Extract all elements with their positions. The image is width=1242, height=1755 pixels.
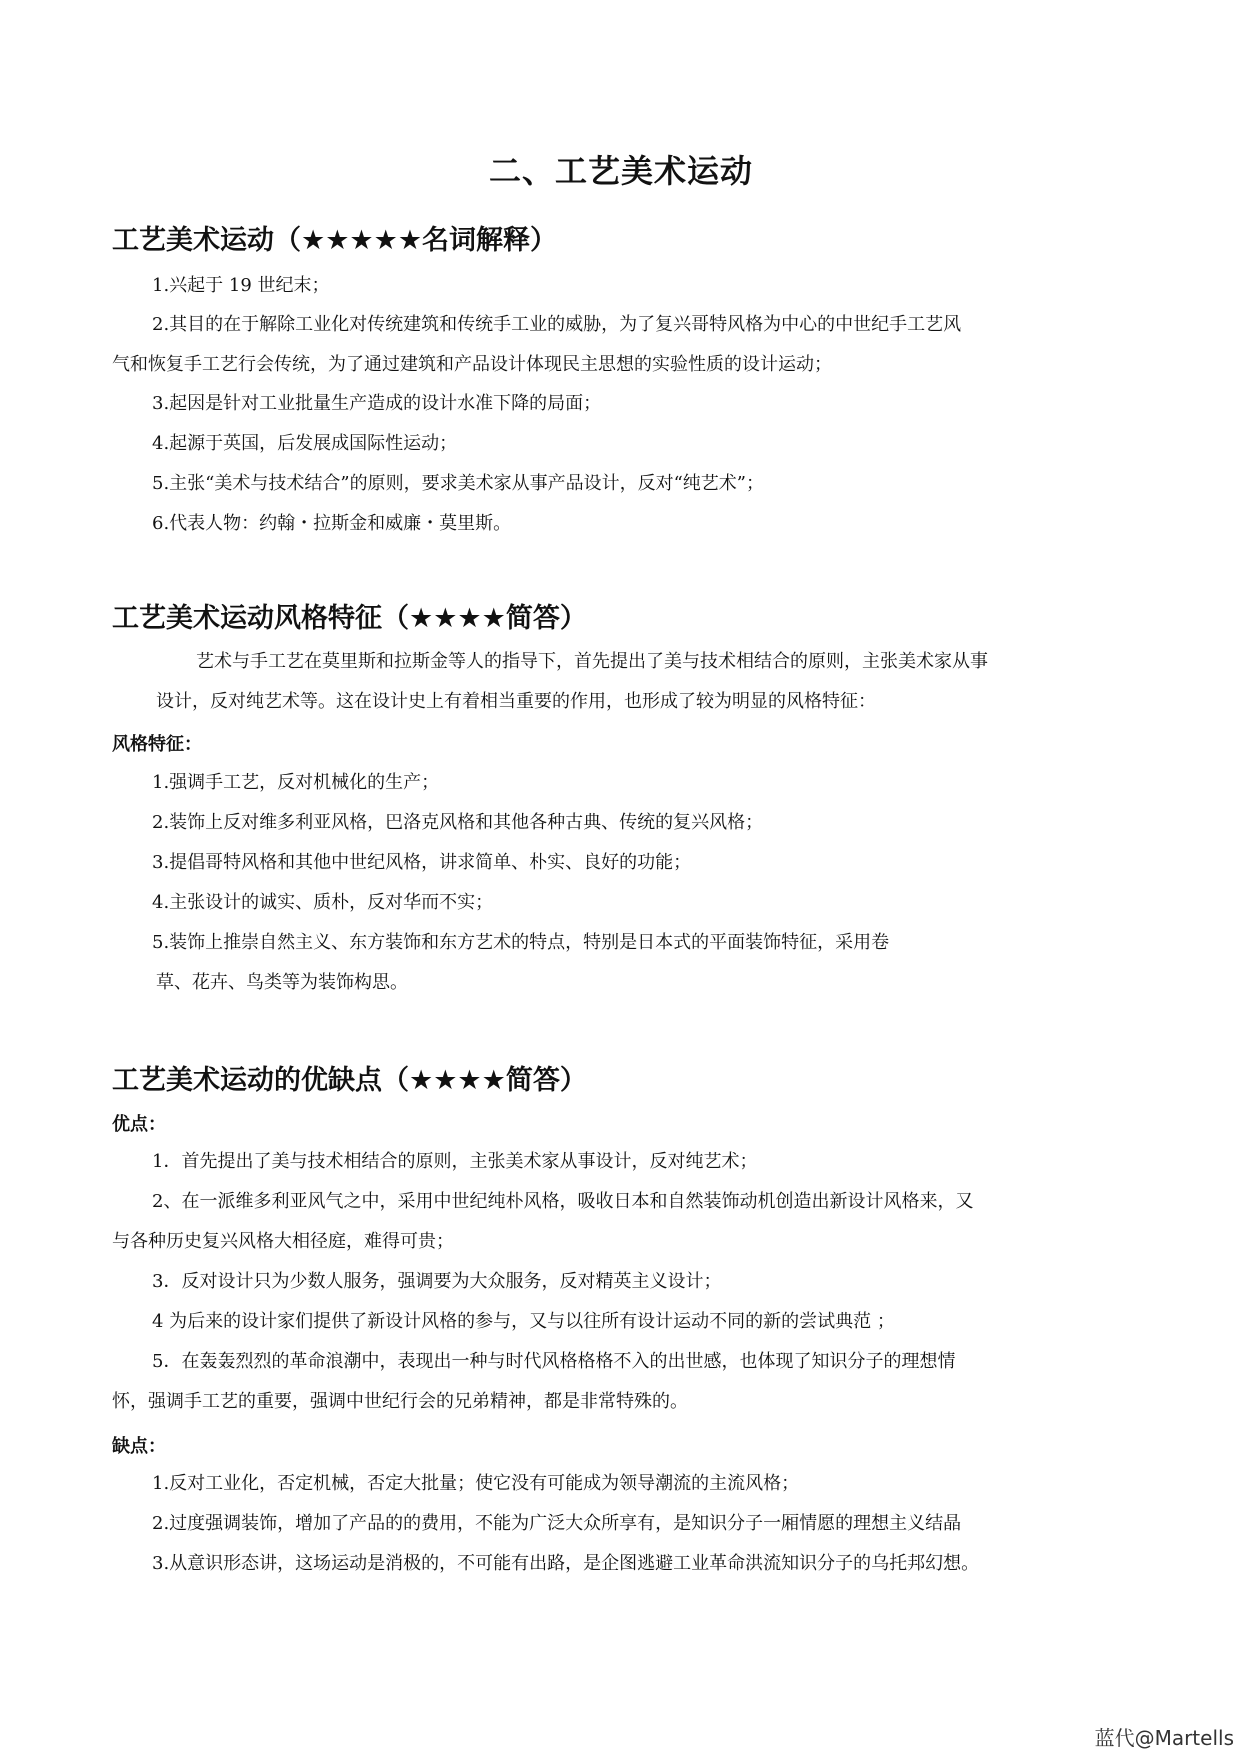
watermark: 蓝代@Martells	[1094, 1726, 1234, 1750]
list-item: 5.装饰上推崇自然主义、东方装饰和东方艺术的特点，特别是日本式的平面装饰特征，采用卷	[152, 932, 890, 953]
cons-item: 1.反对工业化，否定机械，否定大批量；使它没有可能成为领导潮流的主流风格；	[152, 1473, 800, 1494]
list-item: 2.装饰上反对维多利亚风格，巴洛克风格和其他各种古典、传统的复兴风格；	[152, 812, 764, 833]
pros-item-continuation: 与各种历史复兴风格大相径庭，难得可贵；	[112, 1231, 454, 1252]
list-item-continuation: 气和恢复手工艺行会传统，为了通过建筑和产品设计体现民主思想的实验性质的设计运动；	[112, 354, 832, 375]
list-item-continuation: 草、花卉、鸟类等为装饰构思。	[156, 972, 408, 993]
section-heading-pros-cons: 工艺美术运动的优缺点（★★★★简答）	[112, 1065, 587, 1096]
cons-item: 3.从意识形态讲，这场运动是消极的，不可能有出路，是企图逃避工业革命洪流知识分子的乌托邦幻想。	[152, 1553, 980, 1574]
list-item: 4.起源于英国，后发展成国际性运动；	[152, 433, 458, 454]
pros-item: 2、在一派维多利亚风气之中，采用中世纪纯朴风格，吸收日本和自然装饰动机创造出新设计风格来，又	[152, 1191, 974, 1212]
pros-item: 5．在轰轰烈烈的革命浪潮中，表现出一种与时代风格格格不入的出世感，也体现了知识分子的理想情	[152, 1351, 956, 1372]
cons-label: 缺点：	[112, 1436, 166, 1457]
intro-paragraph: 艺术与手工艺在莫里斯和拉斯金等人的指导下，首先提出了美与技术相结合的原则，主张美术家从事	[196, 651, 988, 672]
list-item: 4.主张设计的诚实、质朴，反对华而不实；	[152, 892, 494, 913]
intro-paragraph-continuation: 设计，反对纯艺术等。这在设计史上有着相当重要的作用，也形成了较为明显的风格特征：	[156, 691, 876, 712]
pros-item: 1．首先提出了美与技术相结合的原则，主张美术家从事设计，反对纯艺术；	[152, 1151, 758, 1172]
list-item: 1.强调手工艺，反对机械化的生产；	[152, 772, 440, 793]
list-item: 2.其目的在于解除工业化对传统建筑和传统手工业的威胁，为了复兴哥特风格为中心的中世纪手工艺风	[152, 314, 962, 335]
section-heading-style: 工艺美术运动风格特征（★★★★简答）	[112, 603, 587, 634]
list-item: 1.兴起于 19 世纪末；	[152, 275, 330, 296]
page-title: 二、工艺美术运动	[488, 152, 753, 190]
list-item: 3.提倡哥特风格和其他中世纪风格，讲求简单、朴实、良好的功能；	[152, 852, 692, 873]
list-item: 6.代表人物：约翰・拉斯金和威廉・莫里斯。	[152, 513, 512, 534]
list-item: 3.起因是针对工业批量生产造成的设计水准下降的局面；	[152, 393, 602, 414]
pros-item-continuation: 怀，强调手工艺的重要，强调中世纪行会的兄弟精神，都是非常特殊的。	[112, 1391, 688, 1412]
cons-item: 2.过度强调装饰，增加了产品的的费用，不能为广泛大众所享有，是知识分子一厢情愿的理想主义结晶	[152, 1513, 962, 1534]
style-features-label: 风格特征：	[112, 734, 202, 755]
section-heading-definition: 工艺美术运动（★★★★★名词解释）	[112, 225, 558, 256]
pros-label: 优点：	[112, 1114, 166, 1135]
pros-item: 4 为后来的设计家们提供了新设计风格的参与，又与以往所有设计运动不同的新的尝试典范 ；	[152, 1311, 895, 1332]
list-item: 5.主张“美术与技术结合”的原则，要求美术家从事产品设计，反对“纯艺术”；	[152, 473, 764, 494]
pros-item: 3．反对设计只为少数人服务，强调要为大众服务，反对精英主义设计；	[152, 1271, 722, 1292]
